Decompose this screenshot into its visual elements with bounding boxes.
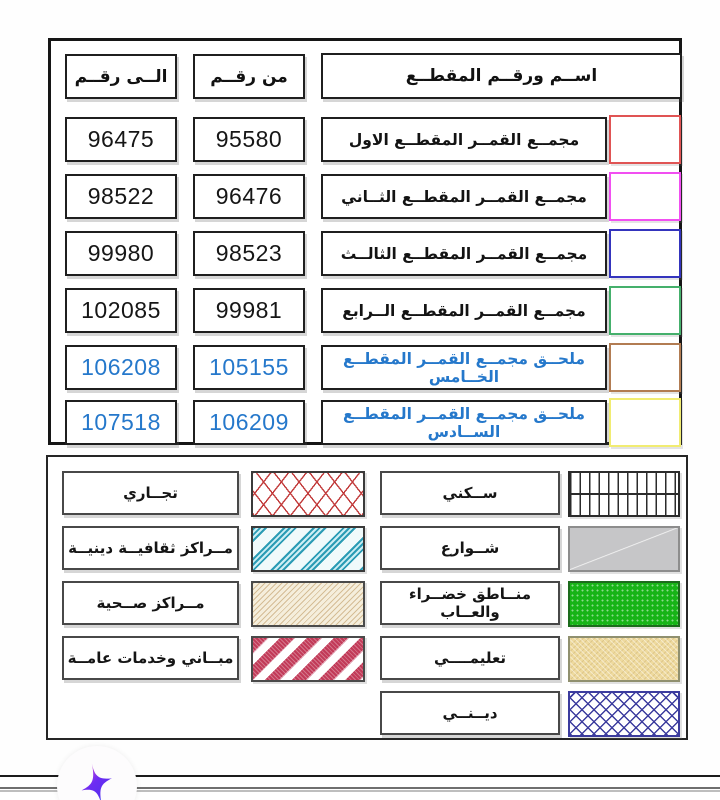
legend-swatch-educational bbox=[568, 636, 680, 682]
landuse-legend-panel bbox=[46, 455, 688, 740]
legend-label-green: منــاطق خضــراء والعــاب bbox=[380, 581, 560, 625]
legend-swatch-commercial bbox=[251, 471, 365, 517]
section-color-swatch bbox=[609, 172, 681, 221]
to-number-cell: 102085 bbox=[65, 288, 177, 333]
watermark-logo-badge bbox=[57, 746, 137, 800]
section-name-cell: ملحــق مجمــع القمــر المقطــع الســادس bbox=[321, 400, 607, 445]
legend-label-public: مبــاني وخدمات عامــة bbox=[62, 636, 239, 680]
from-number-cell: 95580 bbox=[193, 117, 305, 162]
legend-swatch-residential bbox=[568, 471, 680, 517]
to-number-cell: 96475 bbox=[65, 117, 177, 162]
sections-table-panel bbox=[48, 38, 682, 445]
legend-label-health: مــراكز صــحية bbox=[62, 581, 239, 625]
section-name-cell: ملحــق مجمــع القمــر المقطــع الخــامس bbox=[321, 345, 607, 390]
legend-label-religious: ديــنــي bbox=[380, 691, 560, 735]
section-color-swatch bbox=[609, 343, 681, 392]
section-name-cell: مجمــع القمــر المقطــع الثــاني bbox=[321, 174, 607, 219]
to-number-cell: 107518 bbox=[65, 400, 177, 445]
from-number-cell: 99981 bbox=[193, 288, 305, 333]
from-number-cell: 98523 bbox=[193, 231, 305, 276]
section-color-swatch bbox=[609, 229, 681, 278]
to-number-cell: 99980 bbox=[65, 231, 177, 276]
legend-swatch-cultural bbox=[251, 526, 365, 572]
legend-swatch-religious bbox=[568, 691, 680, 737]
to-number-cell: 106208 bbox=[65, 345, 177, 390]
from-number-cell: 106209 bbox=[193, 400, 305, 445]
section-color-swatch bbox=[609, 115, 681, 164]
from-number-cell: 96476 bbox=[193, 174, 305, 219]
legend-label-residential: ســكني bbox=[380, 471, 560, 515]
header-from-number: من رقــم bbox=[193, 54, 305, 99]
header-to-number: الــى رقــم bbox=[65, 54, 177, 99]
legend-label-cultural: مــراكز ثقافيــة دينيــة bbox=[62, 526, 239, 570]
legend-label-commercial: تجــاري bbox=[62, 471, 239, 515]
legend-swatch-green bbox=[568, 581, 680, 627]
section-name-cell: مجمــع القمــر المقطــع الثالــث bbox=[321, 231, 607, 276]
legend-swatch-streets bbox=[568, 526, 680, 572]
from-number-cell: 105155 bbox=[193, 345, 305, 390]
section-name-cell: مجمــع القمــر المقطــع الاول bbox=[321, 117, 607, 162]
header-section-name: اســم ورقــم المقطــع bbox=[321, 53, 682, 99]
section-color-swatch bbox=[609, 398, 681, 447]
section-color-swatch bbox=[609, 286, 681, 335]
legend-label-educational: تعليمــــي bbox=[380, 636, 560, 680]
section-name-cell: مجمــع القمــر المقطــع الــرابع bbox=[321, 288, 607, 333]
legend-swatch-health bbox=[251, 581, 365, 627]
to-number-cell: 98522 bbox=[65, 174, 177, 219]
legend-swatch-public bbox=[251, 636, 365, 682]
legend-label-streets: شــوارع bbox=[380, 526, 560, 570]
